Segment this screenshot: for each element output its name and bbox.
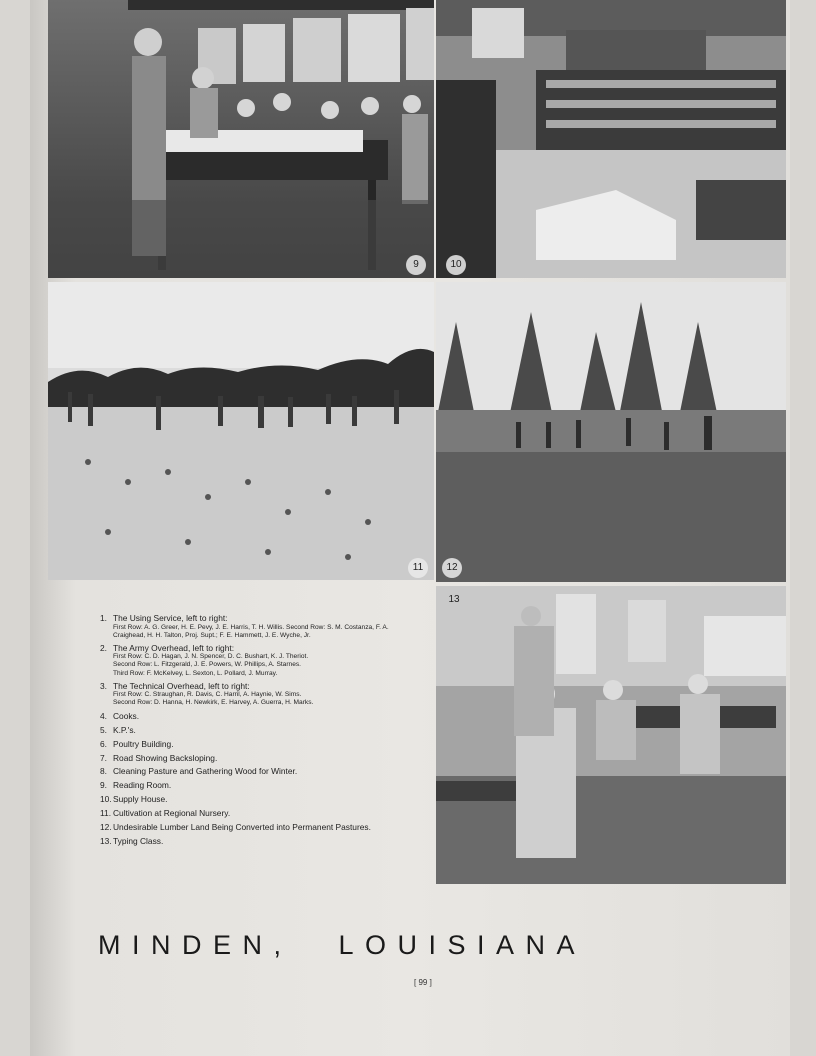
photo-cultivation [48,282,434,580]
caption-6 [100,739,410,750]
caption-detail: Third Row: F. McKelvey, L. Sexton, L. Pollard, J. Murray. [113,669,278,677]
caption-text: Poultry Building. [113,738,174,749]
caption-number: 12. [100,822,112,833]
caption-detail: Second Row: D. Hanna, H. Newkirk, E. Harvey, A. Guerra, H. Marks. [113,699,314,707]
caption-text: Cleaning Pasture and Gathering Wood for Winter. [113,766,298,777]
caption-detail: First Row: C. D. Hagan, J. N. Spencer, D. C. Bushart, K. J. Theriot. [113,653,309,661]
caption-number: 1. [100,613,107,623]
caption-text: K.P.'s. [113,724,136,735]
caption-detail: First Row: C. Straughan, R. Davis, C. Harril, A. Haynie, W. Sims. [113,691,302,699]
caption-2 [100,643,410,678]
caption-8 [100,766,410,777]
photo-number-11: 11 [408,558,428,578]
caption-text: The Using Service, left to right: [113,613,228,623]
caption-list [100,613,410,850]
caption-text: Typing Class. [113,835,164,846]
caption-text: Cultivation at Regional Nursery. [113,808,231,819]
caption-detail: Second Row: L. Fitzgerald, J. E. Powers, W. Phillips, A. Starnes. [113,661,301,669]
caption-number: 4. [100,710,107,721]
caption-3 [100,681,410,708]
caption-number: 13. [100,835,112,846]
caption-number: 5. [100,724,107,735]
photo-pasture-conversion [436,282,786,582]
caption-number: 3. [100,680,107,691]
caption-text: The Army Overhead, left to right: [113,642,235,653]
caption-10 [100,794,410,805]
caption-1 [100,613,410,640]
caption-text: Cooks. [113,710,140,721]
caption-text: Undesirable Lumber Land Being Converted into Permanent Pastures. [113,822,371,833]
photo-number-12: 12 [442,558,462,578]
photo-typing-class [436,586,786,884]
caption-text: Road Showing Backsloping. [113,752,218,763]
title-state: LOUISIANA [338,930,587,960]
caption-12 [100,822,410,833]
caption-5 [100,725,410,736]
photo-number-10: 10 [446,255,466,275]
caption-7 [100,753,410,764]
title-city: MINDEN, [98,930,293,960]
caption-number: 11. [100,808,112,819]
caption-13 [100,836,410,847]
caption-number: 7. [100,752,107,763]
caption-detail: First Row: A. G. Greer, H. E. Pevy, J. E. Harris, T. H. Willis. Second Row: S. M. Costanza, F. A. Craighead, H. H. Talton, Proj. Supt.; F. E. Hammett, J. E. Wyche, Jr. [113,623,389,639]
caption-number: 2. [100,642,107,653]
page-title [98,930,758,961]
photo-supply-house [436,0,786,278]
photo-number-13: 13 [448,594,460,605]
page-number: [ 99 ] [414,978,432,987]
caption-number: 8. [100,766,107,777]
photo-reading-room [48,0,434,278]
caption-number: 10. [100,794,112,805]
caption-number: 9. [100,780,107,791]
caption-number: 6. [100,738,107,749]
caption-text: Reading Room. [113,780,172,791]
caption-text: The Technical Overhead, left to right: [113,680,250,691]
photo-number-9: 9 [406,255,426,275]
caption-4 [100,711,410,722]
yearbook-page [30,0,790,1056]
caption-11 [100,808,410,819]
caption-9 [100,780,410,791]
caption-text: Supply House. [113,794,168,805]
